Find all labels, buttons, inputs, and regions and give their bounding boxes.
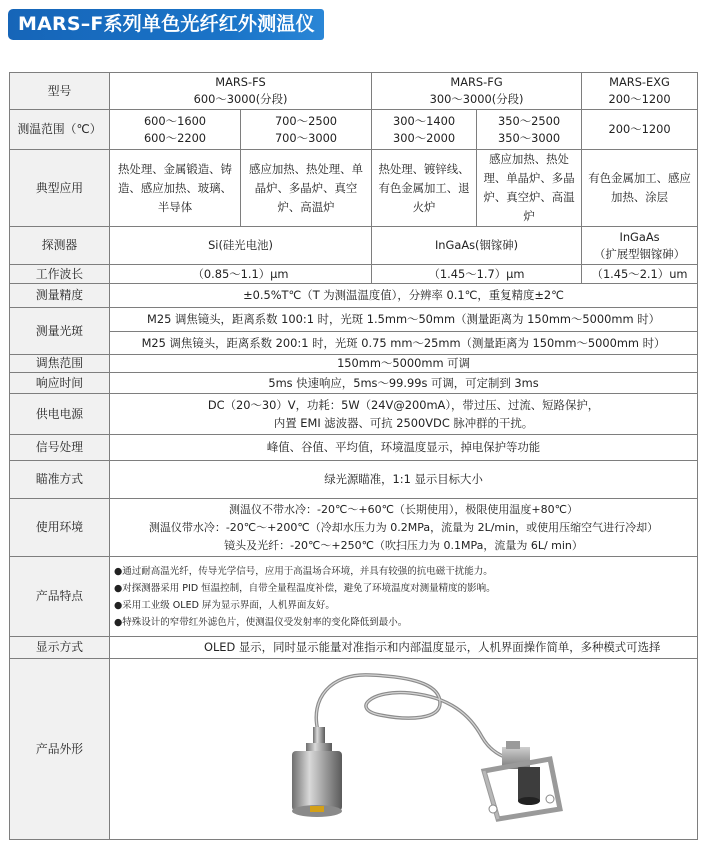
- appearance-label: 产品外形: [10, 659, 110, 840]
- model-exg-name: MARS-EXG: [609, 75, 670, 89]
- table-row-spot: [10, 308, 698, 332]
- response-value: 5ms 快速响应，5ms～99.99s 可调，可定制到 3ms: [110, 373, 698, 394]
- env-line: 镜头及光纤：-20℃～+250℃（吹扫压力为 0.1MPa，流量为 6L/ min）: [224, 538, 583, 552]
- lens-connector: [506, 741, 520, 749]
- table-row-env: [10, 499, 698, 557]
- feature-item: ●采用工业级 OLED 屏为显示界面，人机界面友好。: [114, 599, 335, 611]
- temp-range-fg-b: [477, 110, 582, 150]
- feature-item: ●对探测器采用 PID 恒温控制，自带全量程温度补偿，避免了环境温度对测量精度的影响。: [114, 582, 496, 594]
- env-label: 使用环境: [10, 499, 110, 557]
- sensor-label: [310, 806, 324, 812]
- product-image-cell: [110, 659, 698, 840]
- power-line: DC（20～30）V，功耗：5W（24V@200mA），带过压、过流、短路保护，: [207, 398, 600, 412]
- temp-range-label: 测温范围（℃）: [10, 110, 110, 150]
- table-row-temp-range: [10, 110, 698, 150]
- temp-range-value: 350～3000: [497, 130, 561, 145]
- env-line: 测温仪带水冷：-20℃～+200℃（冷却水压力为 0.2MPa，流量为 2L/min，或使用压缩空气进行冷却）: [148, 520, 659, 534]
- features-label: 产品特点: [10, 557, 110, 637]
- lens-front: [518, 797, 540, 805]
- spot-value: M25 调焦镜头，距离系数 200:1 时，光斑 0.75 mm～25mm（测量距离为 150mm～5000mm 时）: [110, 332, 698, 355]
- feature-item: ●通过耐高温光纤，传导光学信号，应用于高温场合环境，并具有较强的抗电磁干扰能力。: [114, 565, 493, 577]
- features-list: [110, 557, 698, 637]
- table-row-model: [10, 73, 698, 110]
- focus-label: 调焦范围: [10, 355, 110, 373]
- table-row-display: [10, 637, 698, 659]
- table-row-signal: [10, 435, 698, 461]
- table-row-detector: [10, 227, 698, 265]
- model-fs: [110, 73, 372, 110]
- temp-range-fs-a: [110, 110, 241, 150]
- env-line: 测温仪不带水冷：-20℃～+60℃（长期使用），极限使用温度+80℃）: [229, 502, 578, 516]
- table-row-aiming: [10, 461, 698, 499]
- focus-value: 150mm～5000mm 可调: [110, 355, 698, 373]
- page-title: MARS–F系列单色光纤红外测温仪: [8, 9, 324, 40]
- accuracy-label: 测量精度: [10, 284, 110, 308]
- temp-range-value: 300～2000: [392, 130, 456, 145]
- table-row-wavelength: [10, 265, 698, 284]
- model-exg-range: 200～1200: [608, 92, 671, 106]
- power-label: 供电电源: [10, 394, 110, 435]
- temp-range-fg-a: [372, 110, 477, 150]
- application-label: 典型应用: [10, 150, 110, 227]
- accuracy-value: ±0.5%T℃（T 为测温温度值），分辨率 0.1℃，重复精度±2℃: [110, 284, 698, 308]
- wavelength-fg: （1.45～1.7）μm: [372, 265, 582, 284]
- application-fg-a: 热处理、镀锌线、有色金属加工、退火炉: [372, 150, 477, 227]
- display-label: 显示方式: [10, 637, 110, 659]
- feature-item: ●特殊设计的窄带红外滤色片，使测温仪受发射率的变化降低到最小。: [114, 616, 408, 628]
- temp-range-value: 600～2200: [143, 130, 207, 145]
- display-value: OLED 显示，同时显示能量对准指示和内部温度显示，人机界面操作简单，多种模式可选择: [110, 637, 698, 659]
- power-value: [110, 394, 698, 435]
- sensor-body: [292, 751, 342, 811]
- lens-barrel: [518, 767, 540, 801]
- wavelength-fs: （0.85～1.1）μm: [110, 265, 372, 284]
- table-row-accuracy: [10, 284, 698, 308]
- table-row-focus: [10, 355, 698, 373]
- table-row-appearance: [10, 659, 698, 840]
- signal-label: 信号处理: [10, 435, 110, 461]
- aiming-value: 绿光源瞄准，1:1 显示目标大小: [110, 461, 698, 499]
- application-fg-b: 感应加热、热处理、单晶炉、多晶炉、真空炉、高温炉: [477, 150, 582, 227]
- temp-range-value: 600～1600: [143, 113, 207, 128]
- model-fs-name: MARS-FS: [215, 75, 266, 89]
- model-fg-name: MARS-FG: [450, 75, 503, 89]
- detector-exg-line: （扩展型铟镓砷）: [593, 246, 686, 261]
- table-row-application: [10, 150, 698, 227]
- product-image: [110, 659, 698, 834]
- model-label: 型号: [10, 73, 110, 110]
- temp-range-fs-b: [241, 110, 372, 150]
- model-exg: [582, 73, 698, 110]
- temp-range-value: 700～2500: [274, 113, 338, 128]
- detector-fs: Si(硅光电池): [110, 227, 372, 265]
- application-fs-a: 热处理、金属锻造、铸造、感应加热、玻璃、半导体: [110, 150, 241, 227]
- response-label: 响应时间: [10, 373, 110, 394]
- temp-range-value: 350～2500: [497, 113, 561, 128]
- temp-range-value: 700～3000: [274, 130, 338, 145]
- temp-range-exg: 200～1200: [582, 110, 698, 150]
- wavelength-exg: （1.45～2.1）um: [582, 265, 698, 284]
- model-fs-range: 600～3000(分段): [193, 92, 288, 106]
- detector-fg: InGaAs(铟镓砷): [372, 227, 582, 265]
- signal-value: 峰值、谷值、平均值，环境温度显示，掉电保护等功能: [110, 435, 698, 461]
- model-fg: [372, 73, 582, 110]
- temp-range-value: 300～1400: [392, 113, 456, 128]
- table-row-spot-2: [10, 332, 698, 355]
- fiber-cable: [316, 675, 512, 759]
- detector-label: 探测器: [10, 227, 110, 265]
- application-exg: 有色金属加工、感应加热、涂层: [582, 150, 698, 227]
- bracket-hole: [546, 795, 554, 803]
- table-row-power: [10, 394, 698, 435]
- table-row-response: [10, 373, 698, 394]
- application-fs-b: 感应加热、热处理、单晶炉、多晶炉、真空炉、高温炉: [241, 150, 372, 227]
- table-row-features: [10, 557, 698, 637]
- detector-exg-line: InGaAs: [619, 229, 660, 244]
- spec-table: [9, 72, 698, 840]
- env-value: [110, 499, 698, 557]
- model-fg-range: 300～3000(分段): [429, 92, 524, 106]
- wavelength-label: 工作波长: [10, 265, 110, 284]
- aiming-label: 瞄准方式: [10, 461, 110, 499]
- spot-label: 测量光斑: [10, 308, 110, 355]
- bracket-hole: [489, 805, 497, 813]
- power-line: 内置 EMI 滤波器、可抗 2500VDC 脉冲群的干扰。: [273, 416, 534, 430]
- spot-value: M25 调焦镜头，距离系数 100:1 时，光斑 1.5mm～50mm（测量距离为 150mm～5000mm 时）: [110, 308, 698, 332]
- detector-exg: [582, 227, 698, 265]
